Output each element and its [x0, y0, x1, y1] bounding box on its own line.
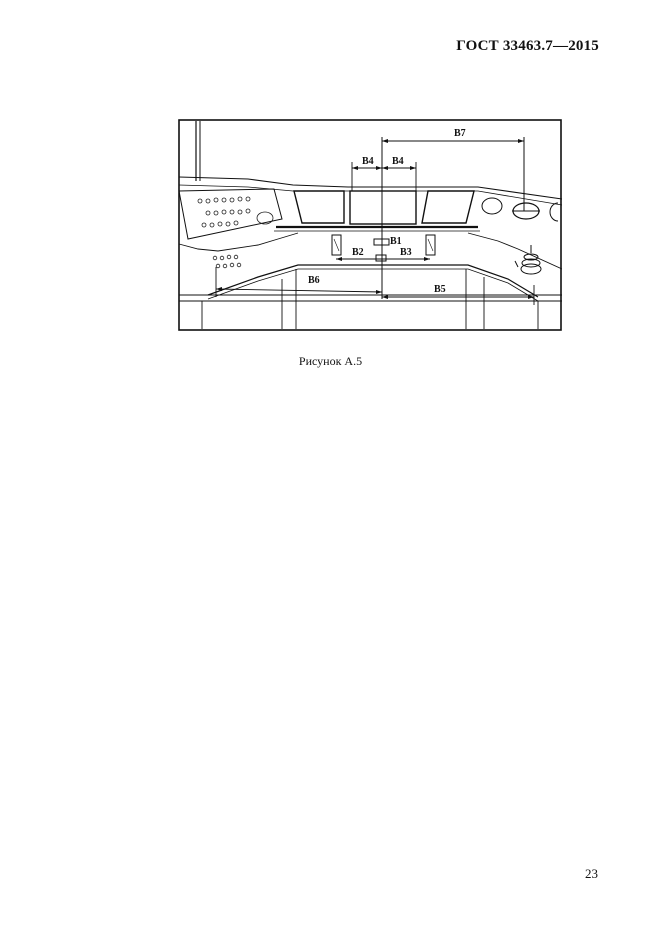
dimension-label-b3: B3	[400, 247, 412, 258]
screen-left	[294, 191, 344, 223]
document-standard-number: ГОСТ 33463.7—2015	[456, 38, 599, 54]
screen-right	[422, 191, 474, 223]
dimension-label-b2: B2	[352, 247, 364, 258]
console-top-edge-inner	[179, 185, 562, 205]
screen-center	[350, 191, 416, 224]
right-dial-1	[482, 198, 502, 214]
right-dial-3	[550, 203, 558, 221]
figure-caption: Рисунок А.5	[298, 354, 363, 368]
dimension-label-b1: B1	[390, 236, 402, 247]
dimension-label-b4-left: B4	[362, 156, 374, 167]
cab-dimension-drawing	[178, 119, 562, 331]
figure-a5-cab-drawing	[178, 119, 562, 331]
dimension-label-b5: B5	[434, 284, 446, 295]
lower-left-controls	[213, 255, 241, 268]
dimension-label-b4-right: B4	[392, 156, 404, 167]
left-control-panel	[179, 189, 282, 239]
panel-controls	[198, 197, 273, 227]
dimension-label-b6: B6	[308, 275, 320, 286]
page-number: 23	[585, 866, 598, 881]
dimension-label-b7: B7	[454, 128, 466, 139]
